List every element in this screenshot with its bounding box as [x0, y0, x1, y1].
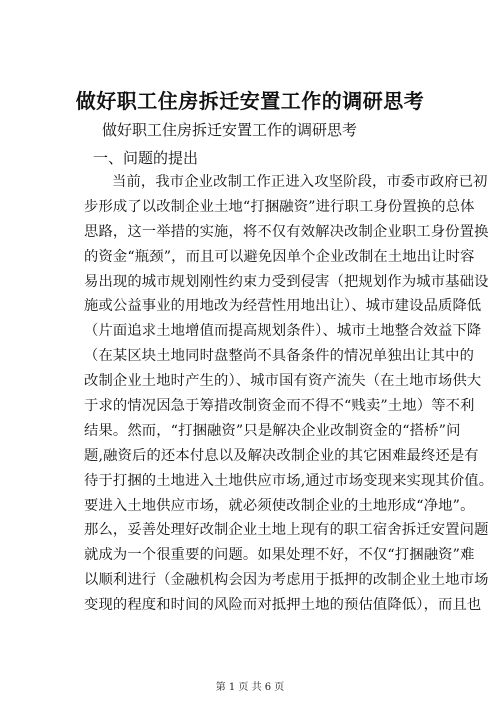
body-line: 待于打捆的土地进入土地供应市场,通过市场变现来实现其价值。: [84, 472, 494, 489]
body-line: 当前，我市企业改制工作正进入攻坚阶段，市委市政府已初: [112, 174, 488, 190]
body-line: 以顺利进行（金融机构会因为考虑用于抵押的改制企业土地市场: [84, 572, 489, 589]
body-line: 改制企业土地时产生的）、城市国有资产流失（在土地市场供大: [84, 373, 482, 390]
body-line: （在某区块土地同时盘整尚不具备条件的情况单独出让其中的: [84, 348, 475, 365]
body-line: 易出现的城市规划刚性约束力受到侵害（把规划作为城市基础设: [84, 273, 489, 290]
body-line: 结果。然而，“打捆融资”只是解决企业改制资金的“搭桥”问: [84, 422, 461, 439]
page-footer: 第 1 页 共 6 页: [215, 682, 285, 693]
body-paragraph: [84, 170, 494, 618]
body-line: 那么，妥善处理好改制企业土地上现有的职工宿舍拆迁安置问题: [84, 522, 489, 539]
body-line: 题,融资后的还本付息以及解决改制企业的其它困难最终还是有: [84, 447, 479, 464]
document-subtitle: 做好职工住房拆迁安置工作的调研思考: [102, 121, 358, 139]
body-line: （片面追求土地增值而提高规划条件）、城市土地整合效益下降: [84, 323, 482, 340]
section-heading: 一、问题的提出: [93, 149, 199, 167]
body-line: 的资金“瓶颈”，而且可以避免因单个企业改制在土地出让时容: [84, 248, 475, 265]
body-line: 要进入土地供应市场，就必须使改制企业的土地形成“净地”。: [84, 497, 475, 514]
body-line: 变现的程度和时间的风险而对抵押土地的预估值降低），而且也: [84, 597, 482, 614]
body-line: 就成为一个很重要的问题。如果处理不好，不仅“打捆融资”难: [84, 547, 475, 564]
body-line: 思路，这一举措的实施，将不仅有效解决改制企业职工身份置换: [84, 223, 489, 240]
document-title: 做好职工住房拆迁安置工作的调研思考: [75, 89, 425, 113]
body-line: 步形成了以改制企业土地“打捆融资”进行职工身份置换的总体: [84, 198, 475, 215]
body-line: 于求的情况因急于筹措改制资金而不得不“贱卖”土地）等不利: [84, 398, 475, 415]
body-line: 施或公益事业的用地改为经营性用地出让）、城市建设品质降低: [84, 298, 482, 315]
